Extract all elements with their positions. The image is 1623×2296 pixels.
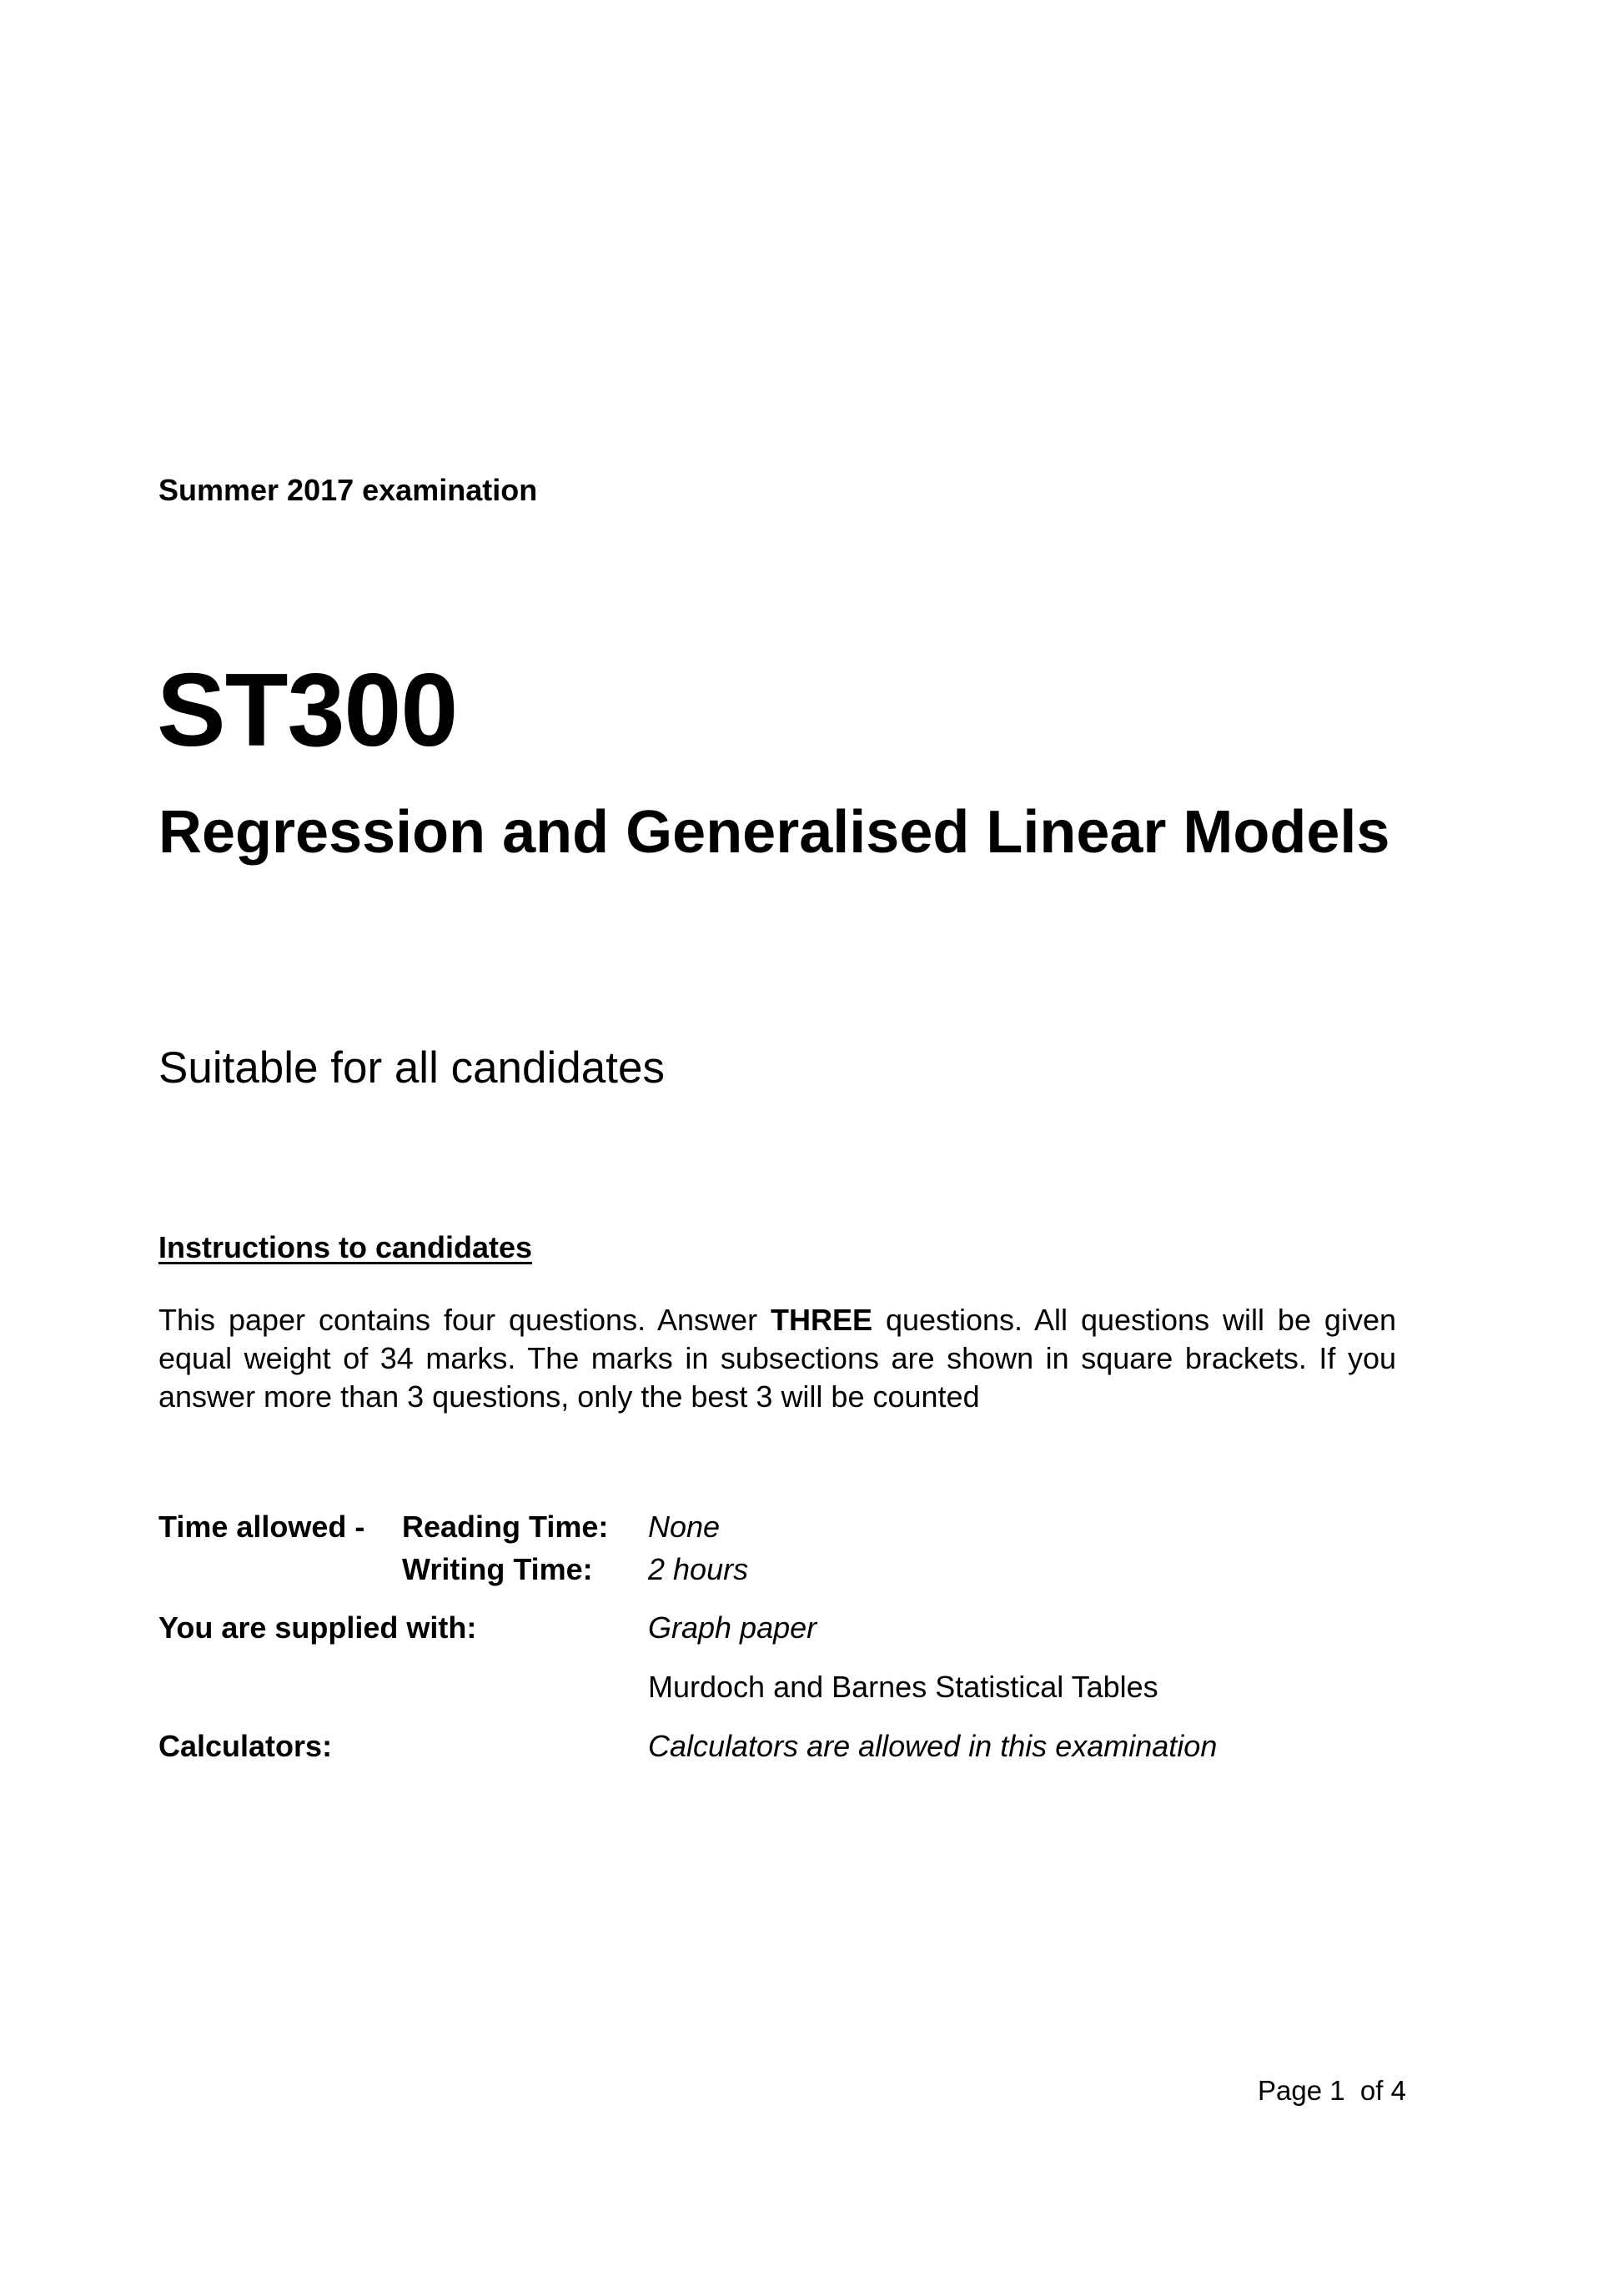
calculators-label: Calculators: [158,1729,333,1763]
course-title: Regression and Generalised Linear Models [158,799,1390,866]
instructions-text [158,1301,1396,1416]
suitability-note: Suitable for all candidates [158,1043,665,1093]
supplied-item: Murdoch and Barnes Statistical Tables [648,1670,1158,1704]
writing-time-value: 2 hours [648,1552,749,1586]
instructions-emphasis: THREE [771,1303,873,1337]
reading-time-value: None [648,1510,721,1544]
writing-time-label: Writing Time: [402,1552,593,1586]
page-number: Page 1 of 4 [1258,2075,1406,2106]
supplied-label: You are supplied with: [158,1610,477,1645]
reading-time-label: Reading Time: [402,1510,609,1544]
calculators-value: Calculators are allowed in this examination [648,1729,1218,1763]
time-allowed-label: Time allowed - [158,1510,365,1544]
course-code: ST300 [157,653,458,768]
instructions-text-end: questions. All questions will be given equal weight of 34 marks. The marks in subsections are shown in square brackets. If you answer more than 3 questions, only the best 3 will be counted [158,1303,1396,1414]
instructions-heading: Instructions to candidates [158,1230,533,1264]
exam-session: Summer 2017 examination [158,473,538,507]
instructions-text-start: This paper contains four questions. Answer [158,1303,771,1337]
supplied-item: Graph paper [648,1610,817,1645]
